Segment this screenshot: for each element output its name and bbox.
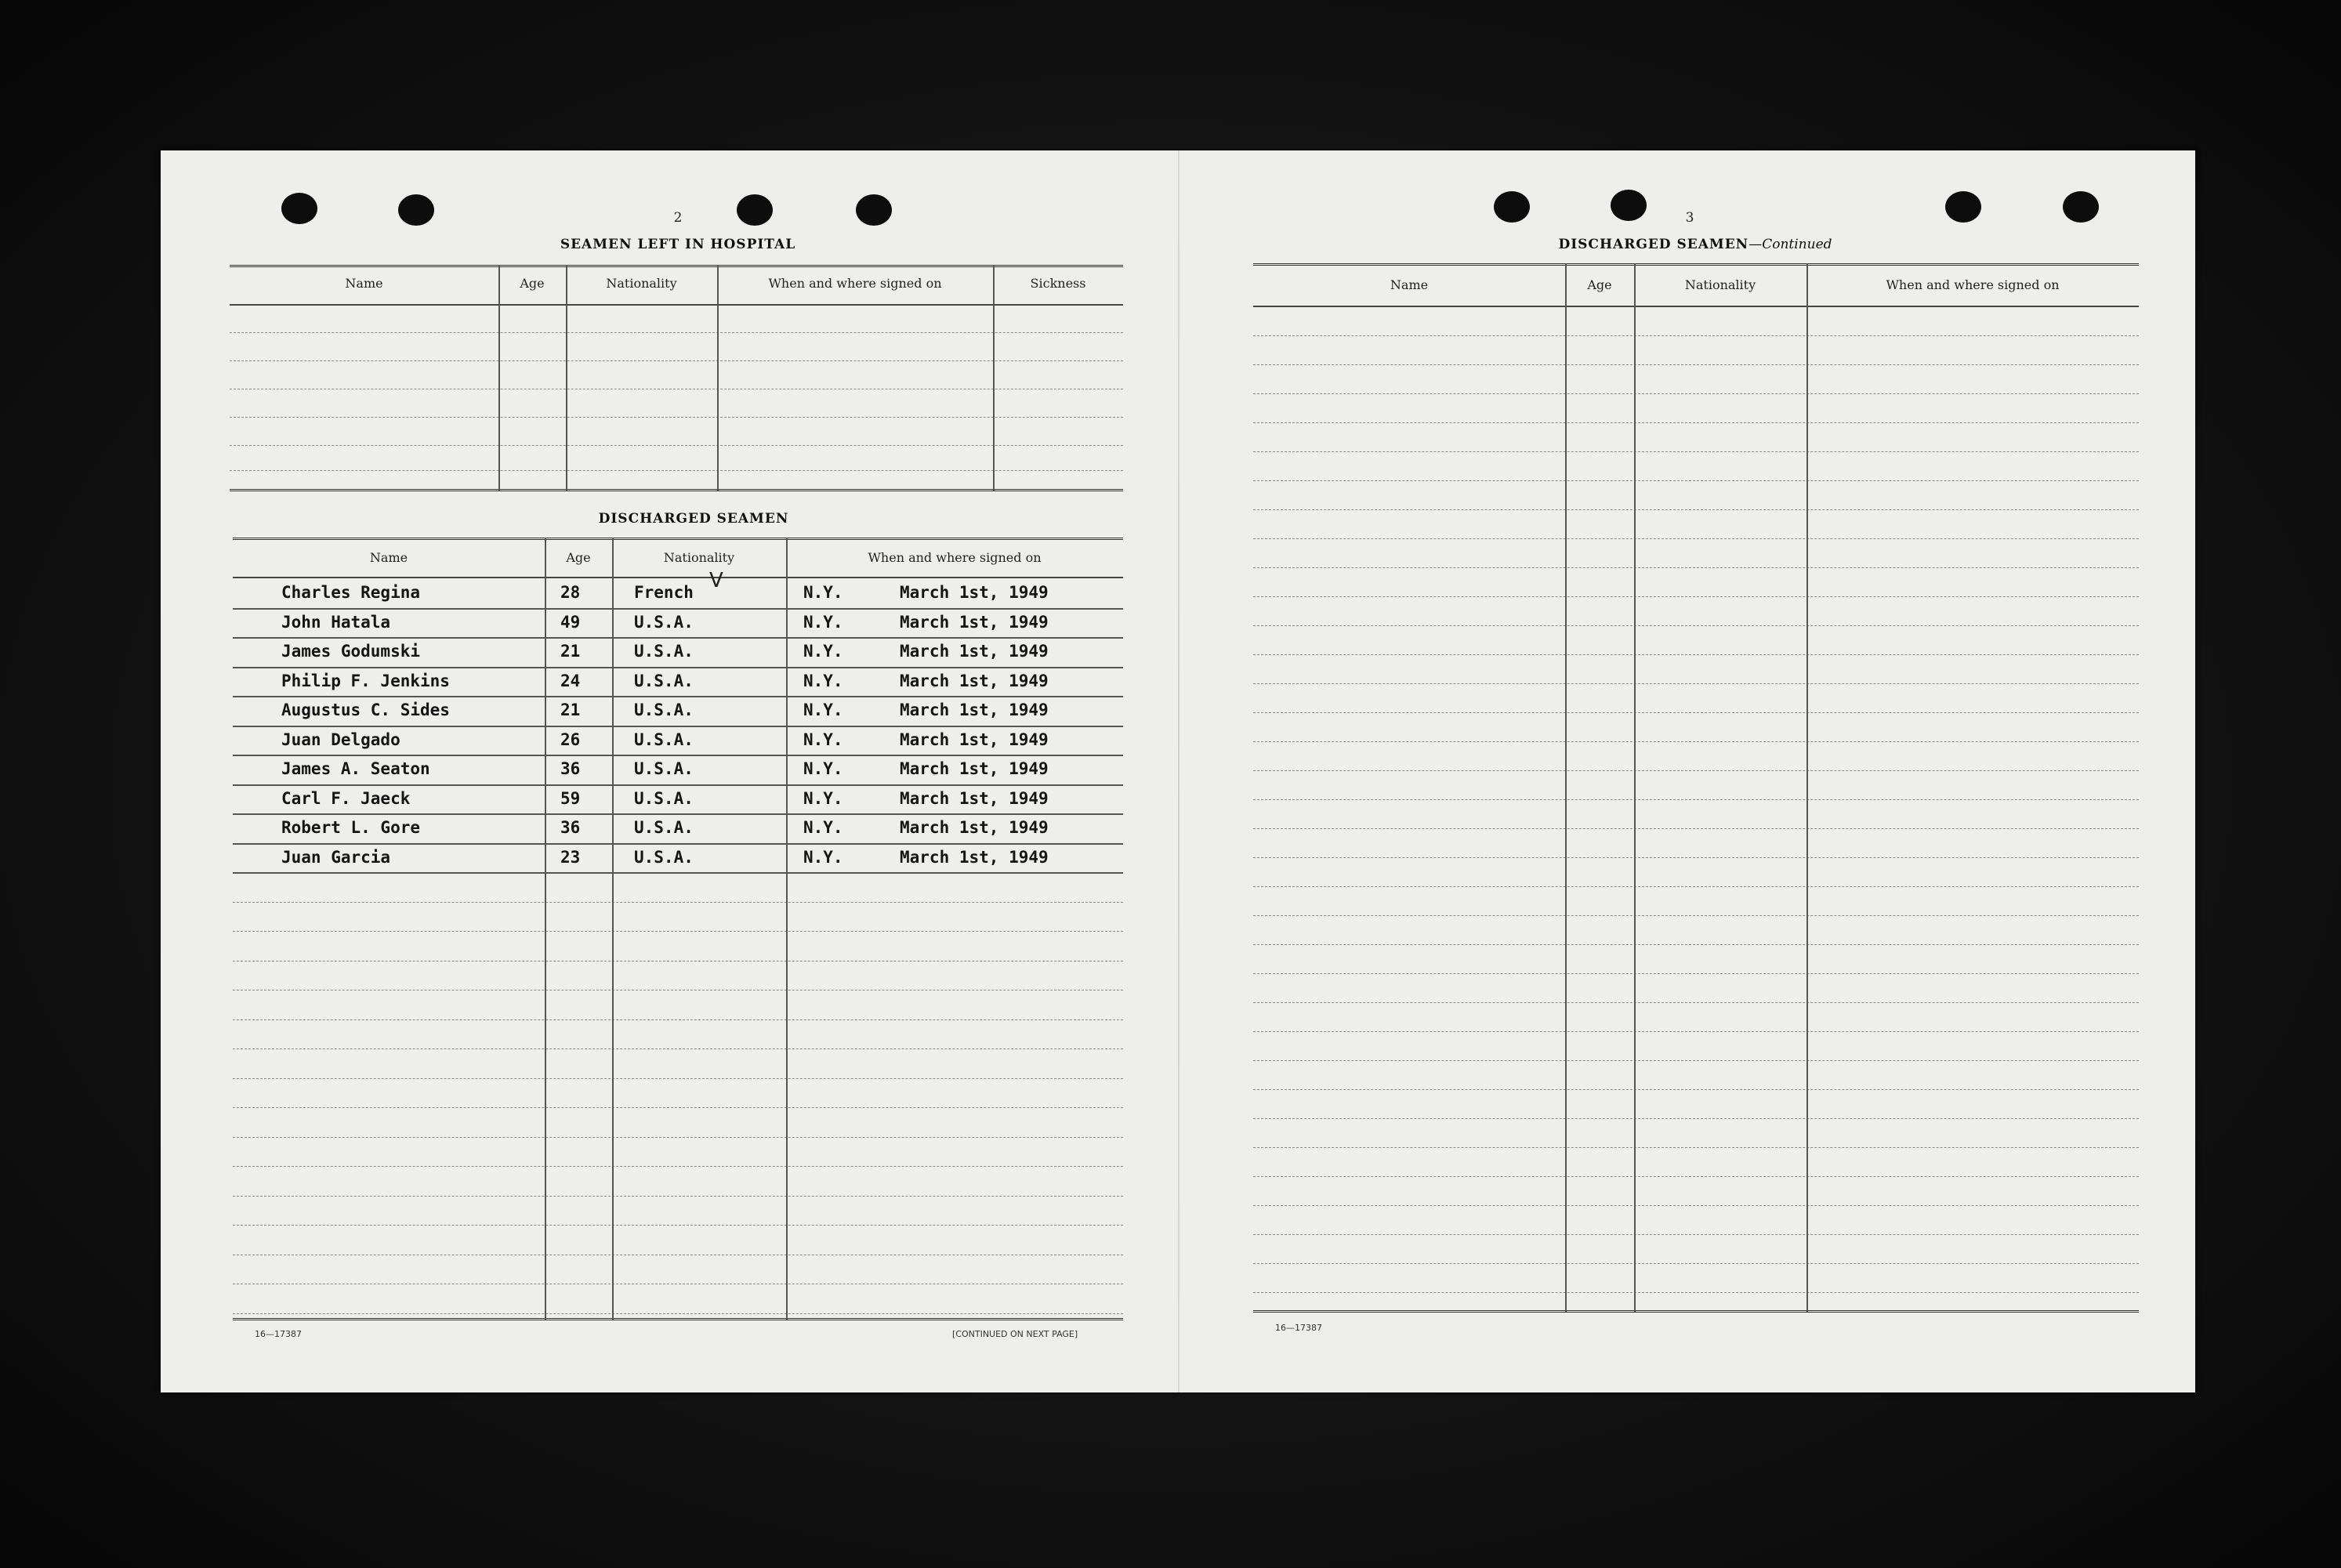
seaman-age: 28 [560, 583, 581, 602]
table-row [233, 667, 1123, 697]
seaman-name: Philip F. Jenkins [281, 671, 450, 690]
signed-on-place: N.Y. [803, 642, 843, 661]
form-number: 16—17387 [1275, 1323, 1322, 1333]
signed-on-place: N.Y. [803, 847, 843, 867]
signed-on-place: N.Y. [803, 730, 843, 749]
hospital-table [230, 265, 1123, 494]
table-row [233, 608, 1123, 638]
discharged-table [233, 538, 1123, 1321]
seaman-age: 36 [560, 818, 581, 837]
signed-on-date: March 1st, 1949 [900, 701, 1049, 719]
signed-on-place: N.Y. [803, 759, 843, 778]
seaman-nationality: U.S.A. [634, 671, 694, 690]
table-row [233, 843, 1123, 873]
hospital-section-title: SEAMEN LEFT IN HOSPITAL [560, 237, 796, 252]
left-page [161, 150, 1178, 1392]
document-sheet [161, 150, 2195, 1392]
seaman-nationality: U.S.A. [634, 759, 694, 778]
seaman-name: Juan Garcia [281, 847, 391, 867]
signed-on-date: March 1st, 1949 [900, 583, 1049, 602]
seaman-age: 24 [560, 671, 581, 690]
continued-table [1253, 263, 2139, 1313]
right-page [1178, 150, 2195, 1392]
seaman-name: Carl F. Jaeck [281, 788, 411, 808]
table-row [233, 813, 1123, 843]
signed-on-place: N.Y. [803, 818, 843, 837]
seaman-nationality: U.S.A. [634, 642, 694, 661]
seaman-nationality: U.S.A. [634, 612, 694, 632]
hospital-header-signed-on: When and where signed on [768, 276, 942, 291]
hospital-header-sickness: Sickness [1030, 276, 1086, 291]
table-row [233, 637, 1123, 667]
seaman-nationality: U.S.A. [634, 701, 694, 719]
signed-on-place: N.Y. [803, 671, 843, 690]
hospital-header-nationality: Nationality [606, 276, 677, 291]
continued-note: [CONTINUED ON NEXT PAGE] [952, 1329, 1078, 1339]
hospital-header-age: Age [520, 276, 545, 291]
seaman-name: Augustus C. Sides [281, 701, 450, 719]
discharged-header-signed-on: When and where signed on [868, 550, 1042, 565]
seaman-nationality: French [634, 583, 694, 602]
signed-on-date: March 1st, 1949 [900, 730, 1049, 749]
seaman-age: 26 [560, 730, 581, 749]
signed-on-date: March 1st, 1949 [900, 847, 1049, 867]
signed-on-place: N.Y. [803, 612, 843, 632]
continued-header-nationality: Nationality [1684, 277, 1756, 292]
seaman-name: Robert L. Gore [281, 818, 421, 837]
seaman-age: 21 [560, 701, 581, 719]
signed-on-place: N.Y. [803, 788, 843, 808]
form-number: 16—17387 [255, 1329, 302, 1339]
signed-on-place: N.Y. [803, 583, 843, 602]
seaman-age: 36 [560, 759, 581, 778]
signed-on-date: March 1st, 1949 [900, 759, 1049, 778]
seaman-nationality: U.S.A. [634, 788, 694, 808]
seaman-name: James A. Seaton [281, 759, 430, 778]
signed-on-date: March 1st, 1949 [900, 818, 1049, 837]
signed-on-date: March 1st, 1949 [900, 788, 1049, 808]
table-row [233, 696, 1123, 726]
signed-on-date: March 1st, 1949 [900, 612, 1049, 632]
check-mark: V [709, 569, 723, 592]
table-row [233, 726, 1123, 755]
discharged-header-age: Age [566, 550, 591, 565]
seaman-name: James Godumski [281, 642, 421, 661]
right-section-title-suffix: —Continued [1749, 237, 1832, 252]
right-section-title [1491, 237, 1899, 252]
seaman-age: 21 [560, 642, 581, 661]
seaman-name: Charles Regina [281, 583, 421, 602]
right-section-title-main: DISCHARGED SEAMEN [1558, 237, 1749, 252]
seaman-nationality: U.S.A. [634, 818, 694, 837]
discharged-section-title: DISCHARGED SEAMEN [598, 511, 789, 527]
signed-on-date: March 1st, 1949 [900, 671, 1049, 690]
seaman-age: 49 [560, 612, 581, 632]
seaman-nationality: U.S.A. [634, 730, 694, 749]
hospital-header-name: Name [345, 276, 383, 291]
seaman-name: John Hatala [281, 612, 391, 632]
continued-header-signed-on: When and where signed on [1886, 277, 2060, 292]
discharged-header-name: Name [369, 550, 408, 565]
table-row [233, 755, 1123, 784]
continued-header-age: Age [1587, 277, 1612, 292]
page-number: 2 [673, 210, 683, 226]
signed-on-date: March 1st, 1949 [900, 642, 1049, 661]
table-row [233, 784, 1123, 814]
discharged-header-nationality: Nationality [663, 550, 735, 565]
seaman-age: 23 [560, 847, 581, 867]
continued-header-name: Name [1390, 277, 1429, 292]
seaman-nationality: U.S.A. [634, 847, 694, 867]
page-number: 3 [1685, 210, 1694, 226]
seaman-name: Juan Delgado [281, 730, 400, 749]
signed-on-place: N.Y. [803, 701, 843, 719]
seaman-age: 59 [560, 788, 581, 808]
table-row [233, 578, 1123, 608]
